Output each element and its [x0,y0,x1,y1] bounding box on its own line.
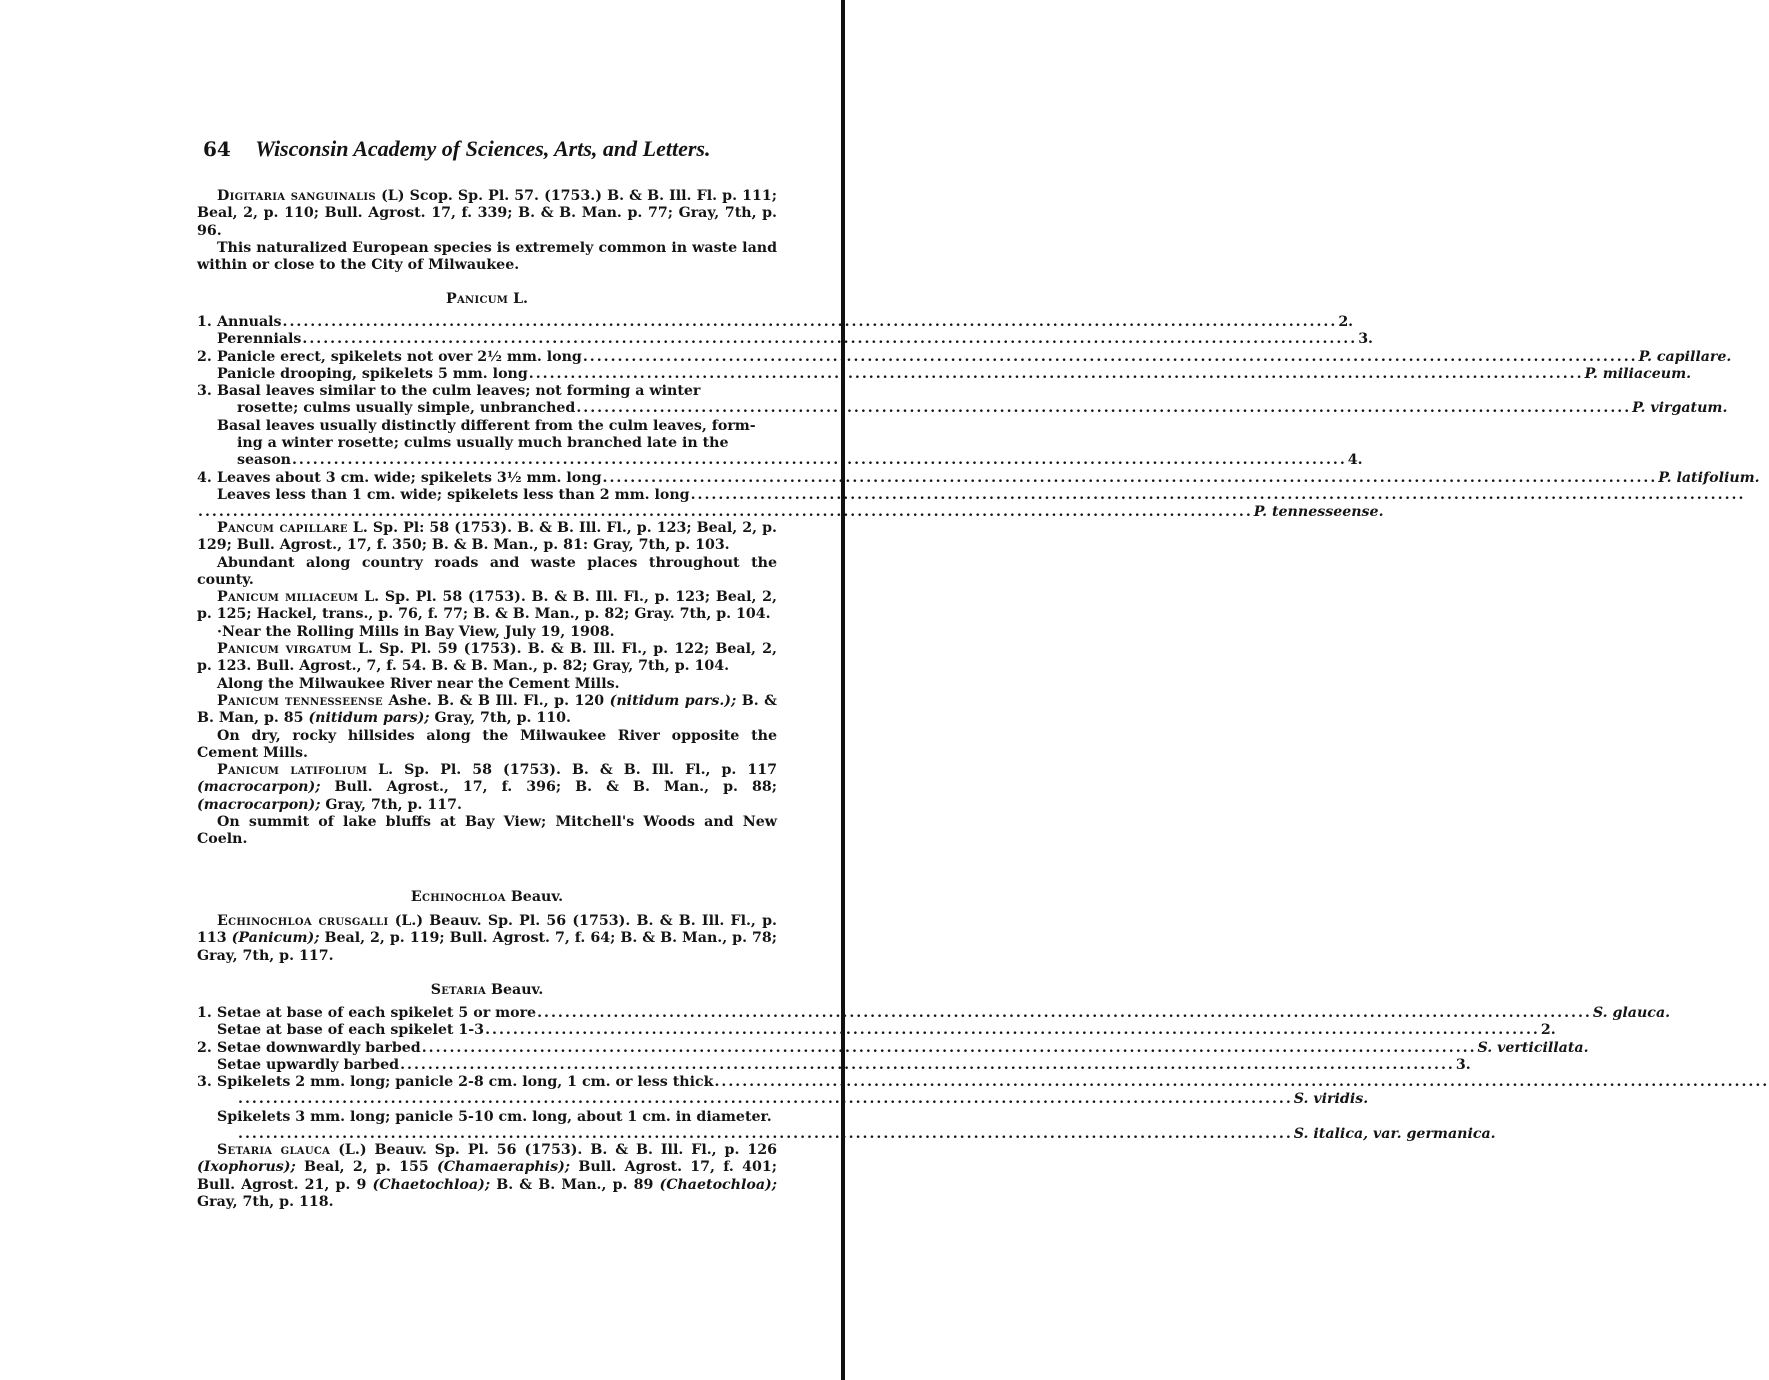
setaria-key [197,1005,1671,1143]
key-result: 2. [1540,1022,1556,1039]
echinochloa-entry: Echinochloa crusgalli (L.) Beauv. Sp. Pl. 56 (1753). B. & B. Ill. Fl., p. 113 (Panicum); Beal, 2, p. 119; Bull. Agrost. 7, f. 64; B. & B. Man., p. 78; Gray, 7th, p. 117. [197,913,778,964]
leader-dots [283,314,1338,331]
species-name: Echinochloa crusgalli [217,913,389,929]
key-result: P. capillare. [1638,348,1732,365]
species-citation-paragraph [197,693,777,728]
key-number: 4. [197,469,212,486]
panicum-key [197,314,1760,522]
key-row [197,348,1732,366]
leader-dots [292,452,1347,469]
key-number: 2. [197,1039,212,1056]
species-citation: Bull. Agrost., 17, f. 396; B. & B. Man., p. 88; [320,779,777,796]
leader-dots [576,400,1631,417]
species-citation: Gray, 7th, p. 117. [320,796,462,813]
leader-dots [691,487,1746,504]
key-label: rosette; culms usually simple, unbranched [237,400,576,417]
key-row [197,314,1354,331]
key-result: P. latifolium. [1658,469,1760,486]
species-citation: B. & B. Man, p. 85 [197,692,777,727]
species-note: Along the Milwaukee River near the Cement Mills. [217,675,620,692]
key-row [197,435,779,452]
key-label: Setae at base of each spikelet 1-3 [217,1022,485,1039]
leader-dots [238,1126,1293,1143]
key-row [197,1022,1556,1039]
species-citation-paragraph [197,641,777,676]
key-number: 1. [197,314,212,330]
key-row [197,1005,1671,1022]
species-citation: L. Sp. Pl. 59 (1753). B. & B. Ill. Fl., p. 122; Beal, 2, p. 123. Bull. Agrost., 7, f. 54. B. & B. Man., p. 82; Gray, 7th, p. 104. [197,641,777,675]
key-number: 3. [197,1074,212,1091]
digitaria-entry [197,188,777,274]
key-row [197,365,1692,383]
species-citation-paragraph [197,762,777,814]
key-row [197,452,1363,469]
page-number: 64 [203,137,231,161]
key-row [197,487,779,504]
genus-heading-panicum: Panicum L. [446,291,528,307]
leader-dots [583,349,1638,366]
key-row [197,469,1760,487]
key-row [197,1056,1471,1074]
species-note: This naturalized European species is extremely common in waste land within or close to the City of Milwaukee. [197,239,777,274]
leader-dots [198,504,1253,521]
key-row [197,1126,1496,1143]
leader-dots [302,331,1357,348]
leader-dots [238,1091,1293,1108]
key-label: Leaves about 3 cm. wide; spikelets 3½ mm. long [217,469,602,486]
species-citation-paragraph [197,589,777,624]
setaria-glauca-entry: Setaria glauca (L.) Beauv. Sp. Pl. 56 (1753). B. & B. Ill. Fl., p. 126 (Ixophorus); Beal, 2, p. 155 (Chamaeraphis); Bull. Agrost. 17, f. 401; Bull. Agrost. 21, p. 9 (Chaetochloa); B. & B. Man., p. 89 (Chaetochloa); Gray, 7th, p. 118. [197,1142,777,1210]
leader-dots [603,470,1658,487]
leader-dots [400,1057,1455,1074]
key-label: Setae upwardly barbed [217,1056,400,1073]
key-row [197,1039,1589,1057]
key-label: season [237,452,291,469]
species-citation: L. Sp. Pl: 58 (1753). B. & B. Ill. Fl., p. 123; Beal, 2, p. 129; Bull. Agrost., 17, f. 350; B. & B. Man., p. 81: Gray, 7th, p. 103. [197,520,777,554]
key-result: S. verticillata. [1477,1039,1589,1056]
key-result: S. viridis. [1293,1091,1369,1108]
species-citation: (nitidum pars.); [609,692,737,709]
key-label: ing a winter rosette; culms usually much branched late in the [237,435,729,452]
key-row [197,400,1728,417]
species-note: On summit of lake bluffs at Bay View; Mitchell's Woods and New Coeln. [197,814,777,848]
key-result: 3. [1358,331,1373,348]
species-name: Pancum capillare [217,520,348,536]
key-result: S. glauca. [1592,1005,1671,1021]
species-citation-paragraph [197,520,777,555]
key-result: S. italica, var. germanica. [1293,1126,1496,1143]
key-result: 3. [1455,1056,1471,1073]
panicum-species-list [197,520,777,849]
key-row [197,1074,779,1091]
leader-dots [422,1040,1477,1057]
key-label: Annuals [217,314,282,330]
species-citation: Gray, 7th, p. 110. [429,710,571,727]
key-result: 4. [1347,452,1363,469]
running-header [203,136,763,166]
page-edge [841,0,845,1380]
key-label: Panicle erect, spikelets not over 2½ mm. long [217,348,582,365]
species-name: Panicum tennesseense [217,692,383,709]
key-label: Perennials [217,331,302,348]
leader-dots [485,1022,1540,1039]
key-label: Setae downwardly barbed [217,1039,421,1056]
species-note: On dry, rocky hillsides along the Milwaukee River opposite the Cement Mills. [197,727,777,761]
key-number: 2. [197,348,212,365]
genus-heading-echinochloa: Echinochloa Beauv. [410,889,564,905]
species-citation: (macrocarpon); [197,796,321,813]
species-citation: L. Sp. Pl. 58 (1753). B. & B. Ill. Fl., p. 123; Beal, 2, p. 125; Hackel, trans., p. 76, f. 77; B. & B. Man., p. 82; Gray. 7th, p. 104. [197,589,777,623]
key-row [197,1109,779,1126]
leader-dots [537,1005,1592,1022]
species-citation: (nitidum pars); [308,710,430,727]
species-name: Panicum virgatum [217,641,352,658]
key-label: Setae at base of each spikelet 5 or more [217,1005,537,1021]
key-result: P. miliaceum. [1584,365,1692,382]
species-name: Setaria glauca [217,1142,331,1158]
species-name: Panicum latifolium [217,762,368,779]
species-citation: L. Sp. Pl. 58 (1753). B. & B. Ill. Fl., p. 117 [378,762,777,779]
species-name: Digitaria sanguinalis [217,188,376,204]
key-row [197,418,779,435]
species-note: ·Near the Rolling Mills in Bay View, July 19, 1908. [217,623,615,640]
key-label: Spikelets 3 mm. long; panicle 5-10 cm. long, about 1 cm. in diameter. [217,1108,772,1125]
key-label: Leaves less than 1 cm. wide; spikelets less than 2 mm. long [217,486,690,503]
key-row [197,331,1373,348]
key-row [197,1091,1369,1108]
key-label: Spikelets 2 mm. long; panicle 2-8 cm. long, 1 cm. or less thick [217,1074,714,1091]
species-citation: (macrocarpon); [197,779,321,796]
key-number: 1. [197,1005,212,1021]
running-title: Wisconsin Academy of Sciences, Arts, and Letters. [255,136,711,161]
key-number: 3. [197,383,212,400]
key-result: P. virgatum. [1632,400,1728,417]
key-label: Panicle drooping, spikelets 5 mm. long [217,365,528,382]
key-row [197,504,1384,521]
species-note: Abundant along country roads and waste places throughout the county. [197,554,777,588]
genus-heading-setaria: Setaria Beauv. [430,982,544,998]
key-label: Basal leaves usually distinctly different from the culm leaves, form- [217,417,756,434]
species-citation: Ashe. B. & B Ill. Fl., p. 120 [388,692,610,709]
leader-dots [714,1074,1769,1091]
key-row [197,383,779,400]
key-label: Basal leaves similar to the culm leaves; not forming a winter [217,383,701,400]
key-result: 2. [1338,314,1354,330]
leader-dots [529,366,1584,383]
key-result: P. tennesseense. [1253,504,1384,521]
species-citation: (L) Scop. Sp. Pl. 57. (1753.) B. & B. Ill. Fl. p. 111; Beal, 2, p. 110; Bull. Agrost. 17, f. 339; B. & B. Man. p. 77; Gray, 7th, p. 96. [197,188,777,239]
species-name: Panicum miliaceum [217,589,359,606]
